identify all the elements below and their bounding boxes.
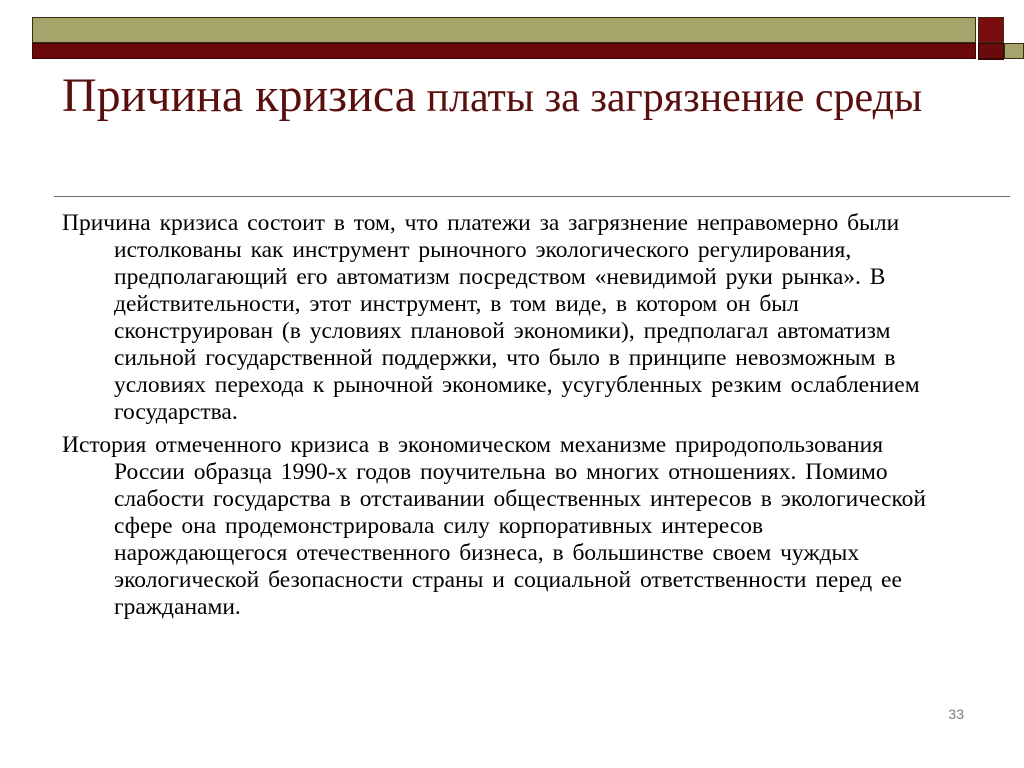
slide-title-part2: платы за загрязнение среды bbox=[416, 75, 923, 121]
page-number: 33 bbox=[948, 706, 964, 722]
header-corner-square bbox=[978, 43, 1004, 59]
header-corner-square bbox=[1004, 17, 1024, 43]
slide-title bbox=[62, 66, 982, 128]
body-paragraph: История отмеченного кризиса в экономическом механизме природопользования России образца 1990-х годов поучительна во многих отношениях. Помимо слабости государства в отстаивании общественных интересов в экологической сфере она продемонстрировала силу корпоративных интересов нарождающегося отечественного бизнеса, в большинстве своем чуждых экологической безопасности страны и социальной ответственности перед ее гражданами. bbox=[62, 432, 926, 620]
header-band-maroon bbox=[32, 43, 976, 59]
body-paragraph: Причина кризиса состоит в том, что платежи за загрязнение неправомерно были истолкованы как инструмент рыночного экологического регулирования, предполагающий его автоматизм посредством «невидимой руки рынка». В действительности, этот инструмент, в том виде, в котором он был сконструирован (в условиях плановой экономики), предполагал автоматизм сильной государственной поддержки, что было в принципе невозможным в условиях перехода к рыночной экономике, усугубленных резким ослаблением государства. bbox=[62, 210, 920, 425]
slide-body bbox=[62, 210, 942, 627]
header-corner-square bbox=[1004, 43, 1024, 59]
header-corner-square bbox=[978, 59, 1004, 60]
title-divider bbox=[54, 196, 1010, 197]
slide-title-part1: Причина кризиса bbox=[62, 69, 417, 122]
header-band-olive bbox=[32, 17, 976, 43]
header-corner-square bbox=[978, 17, 1004, 43]
